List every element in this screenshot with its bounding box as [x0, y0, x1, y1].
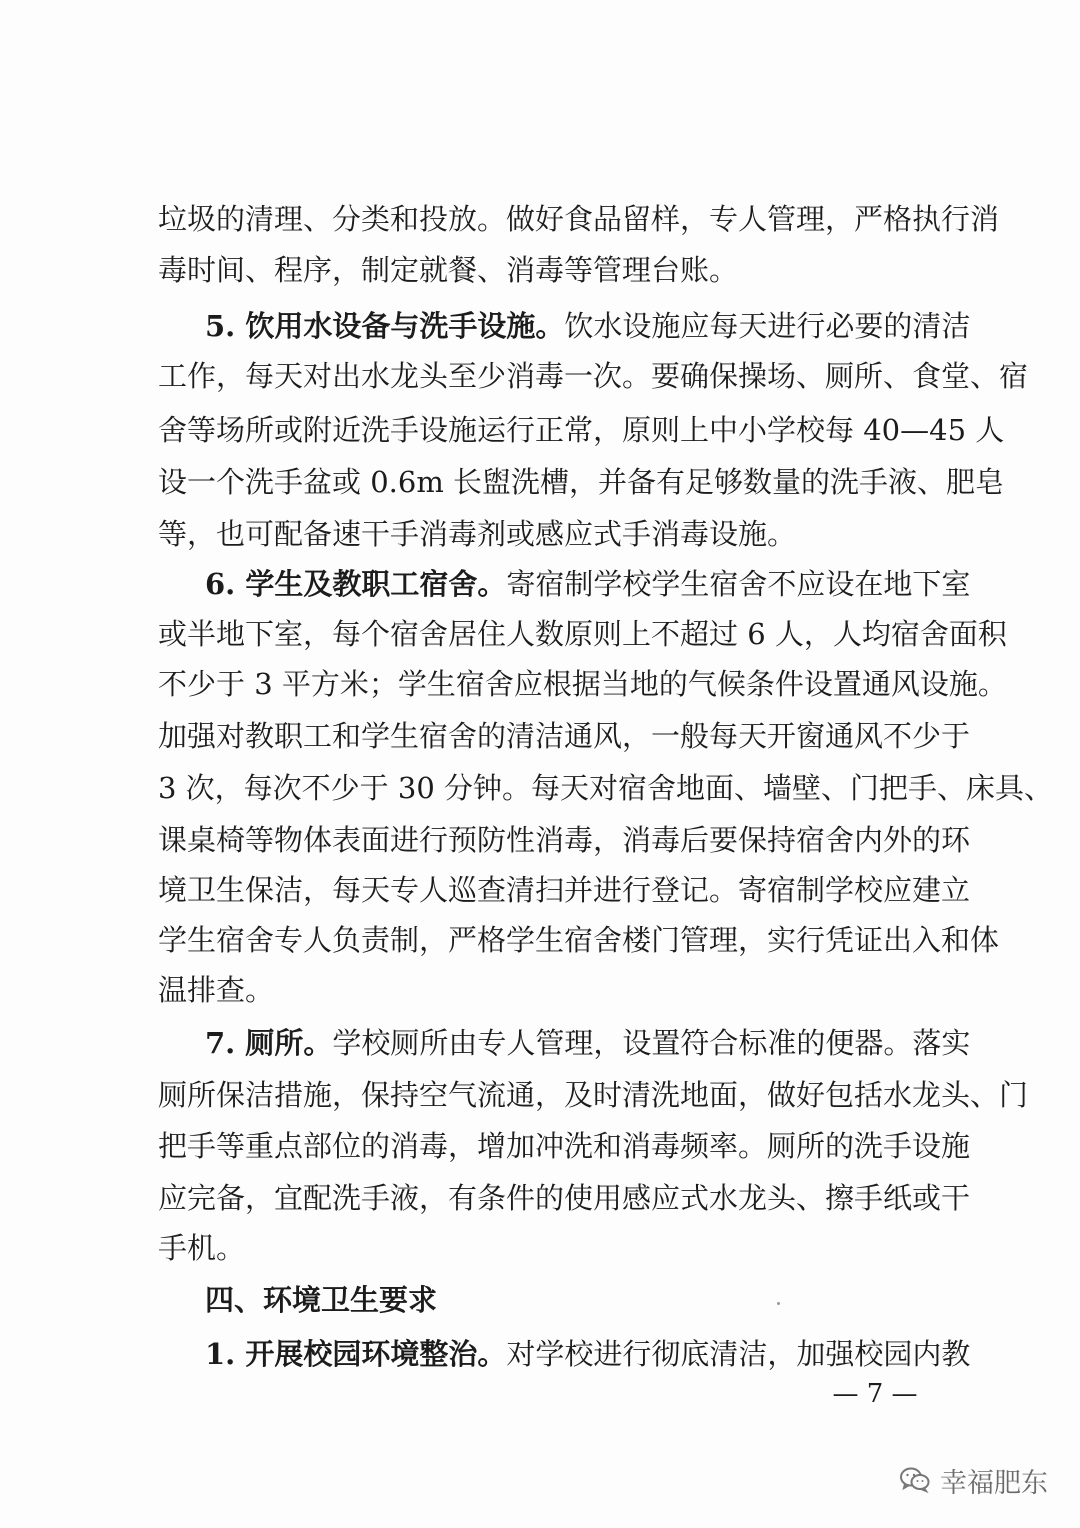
text-line-12: 3 次，每次不少于 30 分钟。每天对宿舍地面、墙壁、门把手、床具、 — [158, 771, 1054, 805]
text-line-9: 或半地下室，每个宿舍居住人数原则上不超过 6 人，人均宿舍面积 — [158, 617, 1007, 651]
scan-speck — [777, 1302, 780, 1305]
text-line-20: 应完备，宜配洗手液，有条件的使用感应式水龙头、擦手纸或干 — [158, 1181, 971, 1215]
env-1-text: 对学校进行彻底清洁，加强校园内教 — [506, 1337, 971, 1371]
text-line-2: 毒时间、程序，制定就餐、消毒等管理台账。 — [158, 253, 739, 287]
item-6-title: 6. 学生及教职工宿舍。 — [205, 567, 507, 601]
text-line-10: 不少于 3 平方米；学生宿舍应根据当地的气候条件设置通风设施。 — [158, 667, 1007, 701]
wechat-watermark — [900, 1460, 1048, 1500]
text-line-13: 课桌椅等物体表面进行预防性消毒，消毒后要保持宿舍内外的环 — [158, 823, 971, 857]
text-line-21: 手机。 — [158, 1231, 246, 1265]
paragraph-item-7 — [205, 1023, 971, 1063]
env-1-title: 1. 开展校园环境整治。 — [205, 1337, 507, 1371]
item-7-title: 7. 厕所。 — [205, 1026, 333, 1060]
text-line-16: 温排查。 — [158, 973, 275, 1007]
text-line-5: 舍等场所或附近洗手设施运行正常，原则上中小学校每 40—45 人 — [158, 413, 1005, 447]
paragraph-env-1 — [205, 1334, 971, 1374]
text-line-4: 工作，每天对出水龙头至少消毒一次。要确保操场、厕所、食堂、宿 — [158, 359, 1029, 393]
text-line-15: 学生宿舍专人负责制，严格学生宿舍楼门管理，实行凭证出入和体 — [158, 923, 1000, 957]
text-line-18: 厕所保洁措施，保持空气流通，及时清洗地面，做好包括水龙头、门 — [158, 1078, 1029, 1112]
text-line-1: 垃圾的清理、分类和投放。做好食品留样，专人管理，严格执行消 — [158, 202, 1000, 236]
item-5-text: 饮水设施应每天进行必要的清洁 — [564, 309, 971, 343]
text-line-11: 加强对教职工和学生宿舍的清洁通风，一般每天开窗通风不少于 — [158, 719, 971, 753]
paragraph-item-5 — [205, 306, 971, 346]
item-5-title: 5. 饮用水设备与洗手设施。 — [205, 309, 565, 343]
text-line-14: 境卫生保洁，每天专人巡查清扫并进行登记。寄宿制学校应建立 — [158, 873, 971, 907]
text-line-19: 把手等重点部位的消毒，增加冲洗和消毒频率。厕所的洗手设施 — [158, 1129, 971, 1163]
text-line-6: 设一个洗手盆或 0.6m 长盥洗槽，并备有足够数量的洗手液、肥皂 — [158, 465, 1005, 499]
text-line-7: 等，也可配备速干手消毒剂或感应式手消毒设施。 — [158, 517, 797, 551]
item-6-text: 寄宿制学校学生宿舍不应设在地下室 — [506, 567, 971, 601]
section-heading: 四、环境卫生要求 — [205, 1283, 438, 1317]
wechat-icon — [900, 1467, 930, 1493]
page-number: — 7 — — [832, 1379, 918, 1409]
item-7-text: 学校厕所由专人管理，设置符合标准的便器。落实 — [332, 1026, 971, 1060]
paragraph-item-6 — [205, 564, 971, 604]
watermark-account-name: 幸福肥东 — [940, 1467, 1048, 1499]
